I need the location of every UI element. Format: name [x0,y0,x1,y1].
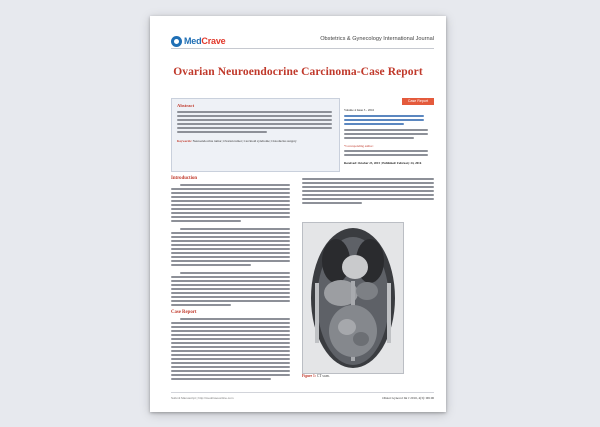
volume-info: Volume 4 Issue 3 - 2016 [344,108,375,112]
abstract-box [171,98,340,172]
body-text-line [180,228,290,230]
figure-caption-text: CT scan. [316,374,330,378]
publisher-logo [171,34,225,48]
keywords-text: Neuroendocrine tumor; Ovarian tumor; Carcinoid syndrome; Cistoductus surgery [192,139,297,143]
body-text-line [171,256,290,258]
body-text-line [171,370,290,372]
body-text-line [302,178,434,180]
body-text-line [302,202,362,204]
abstract-text-line [177,111,332,113]
affiliation-line [344,133,428,135]
footer-divider [171,392,434,393]
body-text-line [171,276,290,278]
body-text-line [171,326,290,328]
body-text-line [171,204,290,206]
correspondence-label: *Corresponding author: [344,144,374,148]
body-text-line [171,330,290,332]
body-text-line [171,362,290,364]
body-text-line [171,220,241,222]
body-text-line [302,186,434,188]
ct-scan-image [303,223,403,373]
section-heading-introduction: Introduction [171,176,198,181]
body-text-line [171,192,290,194]
abstract-heading: Abstract [177,103,195,108]
body-text-line [171,334,290,336]
body-text-line [180,272,290,274]
body-text-line [171,252,290,254]
figure-caption [302,374,330,378]
author-line [344,123,404,125]
body-text-line [171,236,290,238]
footer-submit-link[interactable]: Submit Manuscript | http://medcraveonline.com [171,396,234,400]
footer-citation: Obstet Gynecol Int J 2016, 4(3): 00106 [382,396,434,400]
keywords [177,139,334,143]
body-text-line [180,184,290,186]
body-text-line [171,296,290,298]
abstract-text-line [177,115,332,117]
body-text-line [171,358,290,360]
logo-text-part1: Med [184,36,202,46]
body-text-line [302,194,434,196]
body-text-line [171,284,290,286]
body-text-line [302,182,434,184]
article-info-box [343,98,434,170]
body-text-line [171,288,290,290]
body-text-line [171,322,290,324]
body-text-line [171,292,290,294]
paper-page [150,16,446,412]
body-text-line [171,260,290,262]
body-text-line [171,346,290,348]
figure-ct-scan [302,222,404,374]
case-report-tab: Case Report [402,98,434,105]
body-text-line [171,300,290,302]
article-title: Ovarian Neuroendocrine Carcinoma-Case Report [173,66,423,78]
body-text-line [171,338,290,340]
header-divider [171,48,434,49]
body-text-line [171,208,290,210]
body-text-line [171,354,290,356]
body-text-line [302,190,434,192]
body-text-line [171,304,231,306]
body-text-line [171,200,290,202]
body-text-line [171,280,290,282]
author-line [344,115,424,117]
body-text-line [171,188,290,190]
affiliation-line [344,137,414,139]
body-text-line [171,342,290,344]
keywords-label: Keywords: [177,139,192,143]
body-text-line [171,366,290,368]
body-text-line [171,350,290,352]
body-text-line [171,232,290,234]
abstract-text-line [177,123,332,125]
body-text-line [171,378,271,380]
body-text-line [302,198,434,200]
correspondence-line [344,154,428,156]
body-text-line [171,216,290,218]
body-text-line [171,196,290,198]
body-text-line [180,318,290,320]
body-text-line [171,240,290,242]
body-text-line [171,244,290,246]
body-text-line [171,212,290,214]
abstract-text-line [177,119,332,121]
journal-name: Obstetrics & Gynecology International Journal [320,36,434,42]
abstract-text-line [177,131,267,133]
logo-icon [171,36,182,47]
affiliation-line [344,129,428,131]
correspondence-line [344,150,428,152]
body-text-line [171,264,251,266]
logo-text-part2: Crave [201,36,226,46]
article-dates: Received: October 23, 2015 | Published: February 24, 2016 [344,161,422,165]
section-heading-case-report: Case Report [171,310,197,315]
body-text-line [171,374,290,376]
author-line [344,119,424,121]
figure-label: Figure 1: [302,374,317,378]
body-text-line [171,248,290,250]
abstract-text-line [177,127,332,129]
